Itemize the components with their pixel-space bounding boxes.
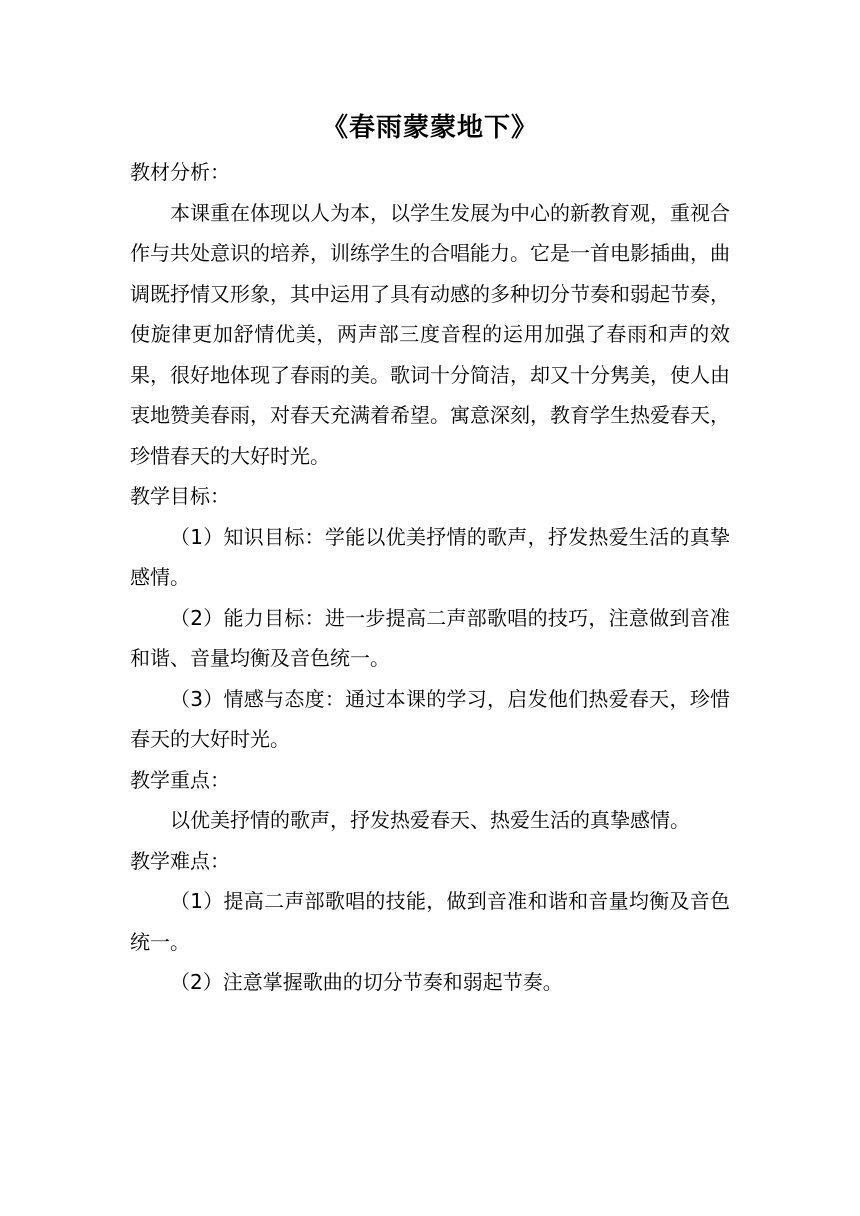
key-points-paragraph: 以优美抒情的歌声，抒发热爱春天、热爱生活的真挚感情。 (170, 808, 690, 832)
goal-item-emotion: （3）情感与态度：通过本课的学习，启发他们热爱春天，珍惜春天的大好时光。 (130, 686, 730, 751)
key-points-heading: 教学重点： (130, 767, 230, 792)
analysis-paragraph: 本课重在体现以人为本，以学生发展为中心的新教育观，重视合作与共处意识的培养，训练学生的合唱能力。它是一首电影插曲，曲调既抒情又形象，其中运用了具有动感的多种切分节奏和弱起节奏，使旋律更加舒情优美，两声部三度音程的运用加强了春雨和声的效果，很好地体现了春雨的美。歌词十分简洁，却又十分隽美，使人由衷地赞美春雨，对春天充满着希望。寓意深刻，教育学生热爱春天，珍惜春天的大好时光。 (130, 200, 730, 468)
difficulty-item-1: （1）提高二声部歌唱的技能，做到音准和谐和音量均衡及音色统一。 (130, 889, 730, 954)
goal-item-knowledge: （1）知识目标：学能以优美抒情的歌声，抒发热爱生活的真挚感情。 (130, 524, 730, 589)
document-title: 《春雨蒙蒙地下》 (321, 113, 538, 143)
analysis-heading: 教材分析： (130, 160, 230, 184)
document-body (130, 152, 730, 1003)
goals-heading: 教学目标： (130, 484, 230, 508)
difficulties-heading: 教学难点： (130, 848, 230, 873)
goal-item-ability: （2）能力目标：进一步提高二声部歌唱的技巧，注意做到音准和谐、音量均衡及音色统一。 (130, 605, 730, 670)
difficulty-item-2: （2）注意掌握歌曲的切分节奏和弱起节奏。 (170, 970, 563, 994)
